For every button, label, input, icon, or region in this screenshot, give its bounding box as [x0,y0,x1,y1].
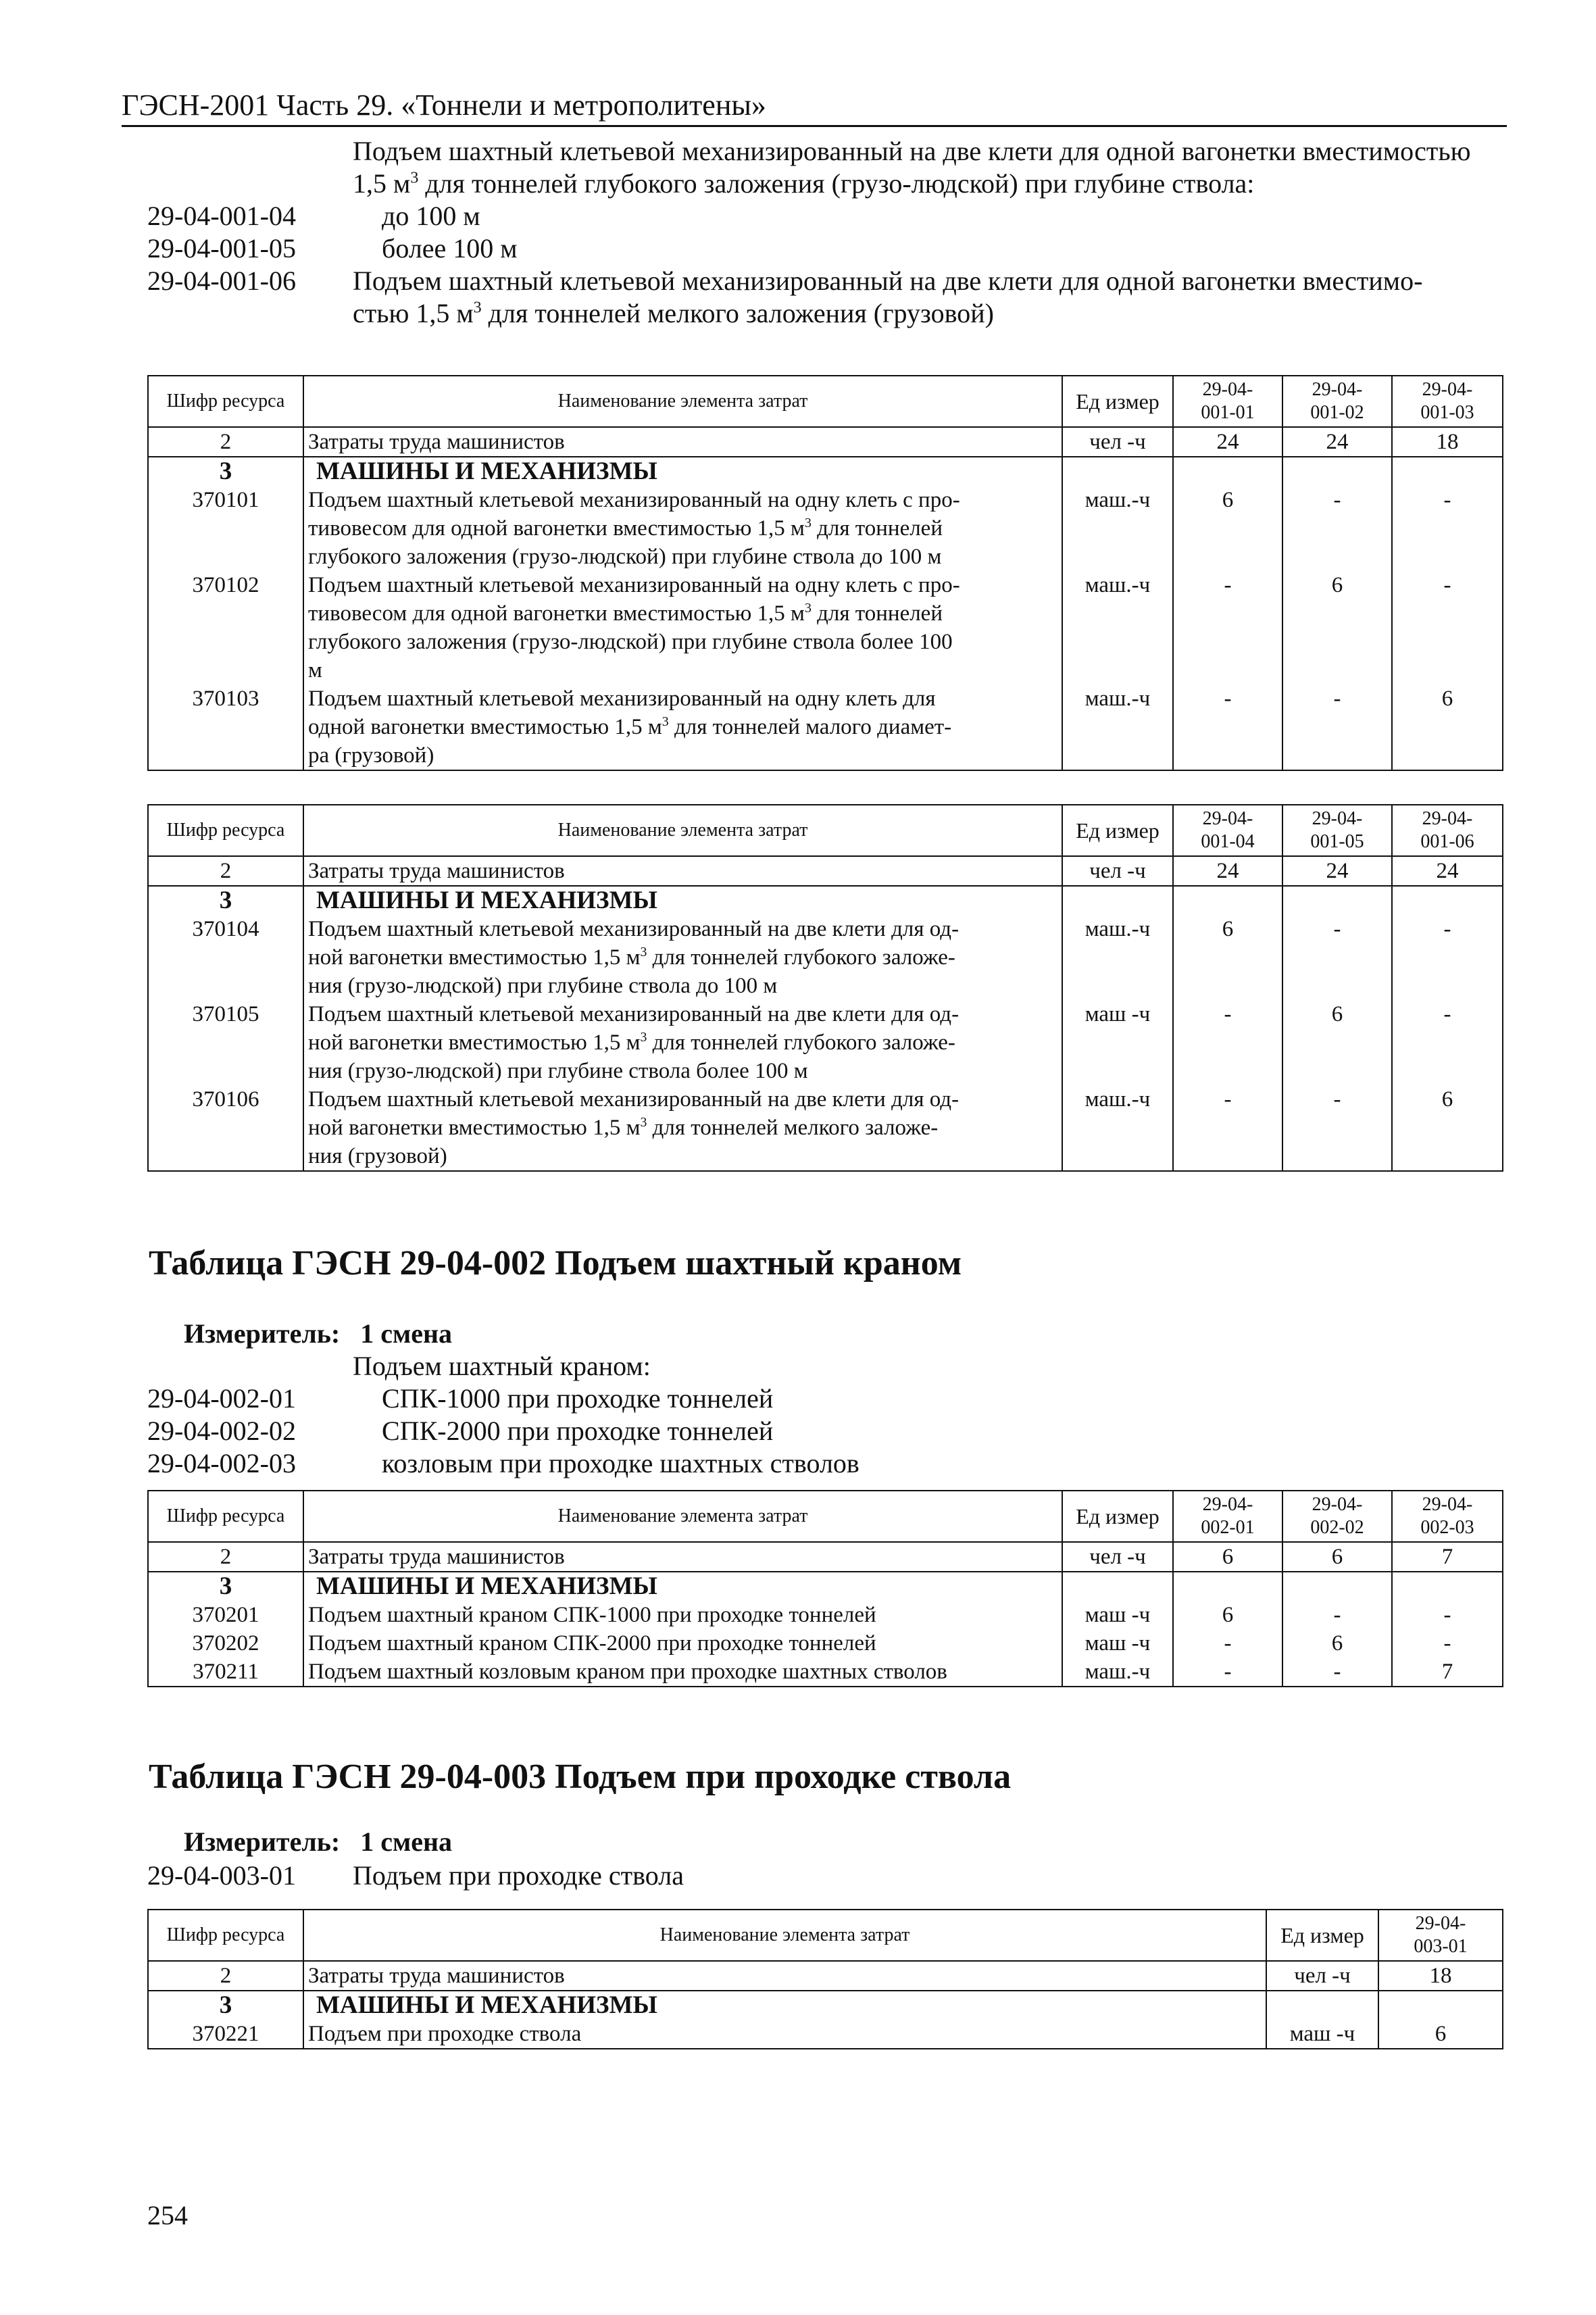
table-row: 2 Затраты труда машинистов чел -ч 6 6 7 [148,1542,1503,1572]
intro-line-2: 1,5 $м^3$ для тоннелей глубокого заложения (грузо-людской) при глубине ствола: [353,168,1255,199]
code-29-04-001-06: 29-04-001-06 [147,266,296,296]
table-row: 2 Затраты труда машинистов чел -ч 24 24 18 [148,427,1503,457]
table-section-row: 3 МАШИНЫ И МЕХАНИЗМЫ [148,457,1503,486]
table-section-row: 3 МАШИНЫ И МЕХАНИЗМЫ [148,1572,1503,1601]
code-29-04-001-04: 29-04-001-04 [147,201,296,231]
intro-desc-1 [353,135,1555,200]
table-title-002: Таблица ГЭСН 29-04-002 Подъем шахтный краном [149,1244,962,1283]
table-row: 370106 Подъем шахтный клетьевой механизированный на две клети для од- ной вагонетки вместимостью 1,5 $м^3$ для тоннелей мелкого заложе- ния (грузовой) маш.-ч - - 6 [148,1085,1503,1171]
resource-table-003 [147,1909,1503,2049]
header-text: ГЭСН-2001 Часть 29. «Тоннели и метрополитены» [122,89,766,122]
desc-29-04-003-01: Подъем при проходке ствола [353,1860,684,1891]
table-row: 370102 Подъем шахтный клетьевой механизированный на одну клеть с про- тивовесом для одной вагонетки вместимостью 1,5 $м^3$ для тоннелей глубокого заложения (грузо-людской) при глубине ствола более 100 м маш.-ч - 6 - [148,571,1503,684]
table-row: 370211 Подъем шахтный козловым краном при проходке шахтных стволов маш.-ч - - 7 [148,1658,1503,1687]
intro-line-1: Подъем шахтный клетьевой механизированный на две клети для одной вагонетки вместимостью [353,136,1471,166]
code-29-04-002-02: 29-04-002-02 [147,1416,296,1446]
col-header-code: Шифр ресурса [148,376,303,427]
code-29-04-002-01: 29-04-002-01 [147,1383,296,1414]
table-row: 2 Затраты труда машинистов чел -ч 18 [148,1961,1503,1991]
col-header-norm-1: 29-04- 001-01 [1173,376,1282,427]
meter-003: Измеритель: 1 смена [184,1826,453,1857]
desc-29-04-002-02: СПК-2000 при проходке тоннелей [382,1416,774,1446]
table-row: 370201 Подъем шахтный краном СПК-1000 при проходке тоннелей маш -ч 6 - - [148,1601,1503,1629]
resource-table-002 [147,1490,1503,1687]
table-section-row: 3 МАШИНЫ И МЕХАНИЗМЫ [148,1991,1503,2020]
code-29-04-003-01: 29-04-003-01 [147,1860,296,1891]
resource-table-001-2 [147,804,1503,1172]
resource-table-001-1 [147,375,1503,771]
table-header-row: Шифр ресурса Наименование элемента затрат Ед измер 29-04- 003-01 [148,1910,1503,1961]
header-rule [122,125,1507,127]
desc-29-04-001-05: более 100 м [382,233,518,264]
desc-29-04-002-01: СПК-1000 при проходке тоннелей [382,1383,774,1414]
code-29-04-001-05: 29-04-001-05 [147,233,296,264]
lead-002: Подъем шахтный краном: [353,1351,651,1381]
col-header-name: Наименование элемента затрат [303,376,1062,427]
table-row: 370221 Подъем при проходке ствола маш -ч 6 [148,2020,1503,2049]
desc-29-04-001-06: Подъем шахтный клетьевой механизированный на две клети для одной вагонетки вместимо- стью 1,5 $м^3$ для тоннелей мелкого заложения (грузовой) [353,266,1423,328]
table-row: 370103 Подъем шахтный клетьевой механизированный на одну клеть для одной вагонетки вместимостью 1,5 $м^3$ для тоннелей малого диамет- ра (грузовой) маш.-ч - - 6 [148,684,1503,770]
desc-29-04-002-03: козловым при проходке шахтных стволов [382,1448,859,1478]
desc-29-04-001-04: до 100 м [382,201,480,231]
table-title-003: Таблица ГЭСН 29-04-003 Подъем при проходке ствола [149,1758,1012,1796]
col-header-norm-3: 29-04- 001-03 [1392,376,1503,427]
table-row: 370101 Подъем шахтный клетьевой механизированный на одну клеть с про- тивовесом для одной вагонетки вместимостью 1,5 $м^3$ для тоннелей глубокого заложения (грузо-людской) при глубине ствола до 100 м маш.-ч 6 - - [148,486,1503,571]
code-29-04-002-03: 29-04-002-03 [147,1448,296,1478]
running-header [122,88,766,122]
table-section-row: 3 МАШИНЫ И МЕХАНИЗМЫ [148,886,1503,915]
table-row: 2 Затраты труда машинистов чел -ч 24 24 24 [148,856,1503,886]
meter-002: Измеритель: 1 смена [184,1318,453,1349]
table-row: 370105 Подъем шахтный клетьевой механизированный на две клети для од- ной вагонетки вместимостью 1,5 $м^3$ для тоннелей глубокого заложе- ния (грузо-людской) при глубине ствола более 100 м маш -ч - 6 - [148,1000,1503,1085]
page-number: 254 [147,2200,188,2231]
table-header-row: Шифр ресурса Наименование элемента затрат Ед измер 29-04- 002-01 29-04- 002-02 29-04- 002-03 [148,1491,1503,1542]
table-row: 370104 Подъем шахтный клетьевой механизированный на две клети для од- ной вагонетки вместимостью 1,5 $м^3$ для тоннелей глубокого заложе- ния (грузо-людской) при глубине ствола до 100 м маш.-ч 6 - - [148,915,1503,1000]
col-header-unit: Ед измер [1062,376,1173,427]
table-header-row: Шифр ресурса Наименование элемента затрат Ед измер 29-04- 001-04 29-04- 001-05 29-04- 001-06 [148,805,1503,856]
table-row: 370202 Подъем шахтный краном СПК-2000 при проходке тоннелей маш -ч - 6 - [148,1629,1503,1658]
table-header-row [148,376,1503,427]
col-header-norm-2: 29-04- 001-02 [1282,376,1392,427]
